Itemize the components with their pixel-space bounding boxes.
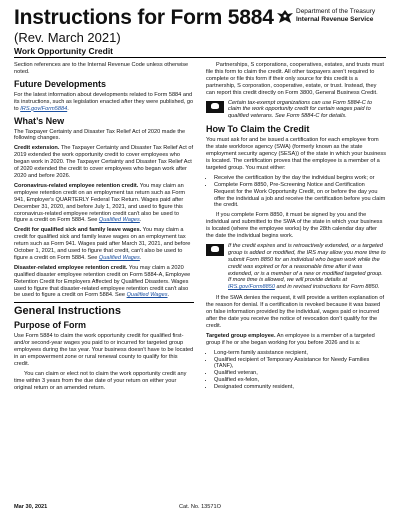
- partnerships-text: Partnerships, S corporations, cooperatives, estates, and trusts must file this form to claim the credit. All other taxpayers aren't required to complete or file this form if their only source for this credit is a partnership, S corporation, cooperative, estate, or trust. Instead, they can report this credit directly on Form 3800, General Business Credit.: [206, 62, 384, 96]
- caution-text-end: and in revised instructions for Form 8850.: [274, 284, 380, 291]
- intro-text: Section references are to the Internal Revenue Code unless otherwise noted.: [14, 62, 189, 75]
- treasury-eagle-logo: [276, 8, 294, 26]
- sick-leave-text-end: .: [139, 254, 142, 261]
- how-to-claim-list: [206, 175, 386, 210]
- coronavirus-text-end: .: [139, 217, 142, 224]
- purpose-text: Use Form 5884 to claim the work opportunity credit for qualified first- and/or second-year wages you paid to or incurred for targeted group employees during the tax year. Your business doesn't have to be located in an empowerment zone or rural renewal county to qualify for this credit.: [14, 333, 194, 367]
- caution-note-extension: [206, 243, 386, 291]
- purpose-heading: Purpose of Form: [14, 320, 87, 331]
- form8850-text: If you complete Form 8850, it must be signed by you and the individual and submitted to the SWA of the state in which your business is located (where the employee works) by the 28th calendar day after the date the individual begins work.: [206, 212, 383, 240]
- left-column: [14, 62, 194, 395]
- form5884-link[interactable]: IRS.gov/Form5884: [20, 105, 68, 112]
- targeted-group-text: An employee is a member of a targeted group if he or she began working for you before 2026 and is a:: [206, 332, 375, 346]
- future-text: For the latest information about developments related to Form 5884 and its instructions, such as legislation enacted after they were published, go to: [14, 91, 194, 112]
- footer-date: Mar 30, 2021: [14, 504, 48, 510]
- whats-new-heading: What’s New: [14, 115, 65, 126]
- form-subtitle: Work Opportunity Credit: [14, 46, 114, 56]
- future-text-end: .: [67, 105, 69, 112]
- list-item: • Qualified veteran,: [214, 370, 386, 377]
- future-developments-heading: Future Developments: [14, 78, 107, 89]
- elect-text: You can claim or elect not to claim the work opportunity credit any time within 3 years from the due date of your return on either your original return or an amended return.: [14, 370, 187, 391]
- disaster-text: You may claim a 2020 qualified disaster employee retention credit on Form 5884-A, Employee Retention Credit for Employers Affected by Qualified Disasters. Wages used to figure that disaster-related employee retention credit can't also be used to figure a credit on Form 5884. See: [14, 264, 191, 299]
- caution-icon: [206, 244, 224, 256]
- caution-text-part: If the credit expires and is retroactively extended, or a targeted group is added or modified, the IRS may allow you more time to submit Form 8850 for an individual who began work while the credit was expired or for a reasonable time after it was extended, or is a member of a new or modified targeted group. If more time is allowed, we will provide details at: [228, 242, 386, 284]
- page-title: Instructions for Form 5884: [14, 6, 274, 29]
- list-item: • Designated community resident,: [214, 384, 386, 391]
- form8850-link[interactable]: IRS.gov/Form8850: [228, 284, 275, 291]
- disaster-label: Disaster-related employee retention credit.: [14, 264, 128, 271]
- swa-denial-text: If the SWA denies the request, it will provide a written explanation of the reason for denial. If a certification is revoked because it was based on false information provided by the individual, wages paid or incurred after the date you receive the notice of revocation don't qualify for the credit.: [206, 295, 385, 329]
- footer-catalog-number: Cat. No. 13571O: [179, 504, 221, 510]
- coronavirus-paragraph: [14, 183, 194, 224]
- sick-leave-text: You may claim a credit for qualified sick and family leave wages on an employment tax return such as Form 941. Wages paid after March 31, 2021, and before October 1, 2021, and used to figure that credit, can't also be used to figure a credit on Form 5884. See: [14, 227, 191, 261]
- credit-extension-paragraph: [14, 145, 194, 180]
- agency-name: Internal Revenue Service: [296, 16, 374, 23]
- list-item: • Long-term family assistance recipient,: [214, 350, 386, 357]
- caution-text: Certain tax-exempt organizations can use Form 5884-C to claim the work opportunity credit for certain wages paid to qualified veterans. See Form 5884-C for details.: [228, 99, 372, 120]
- caution-icon: [206, 101, 224, 113]
- right-column: [206, 62, 386, 394]
- header-divider: [14, 57, 386, 58]
- qualified-wages-link[interactable]: Qualified Wages: [98, 217, 140, 224]
- qualified-wages-link[interactable]: Qualified Wages: [126, 292, 168, 299]
- caution-text: [228, 243, 386, 291]
- general-instructions-heading: General Instructions: [14, 302, 194, 318]
- how-to-claim-text: You must ask for and be issued a certification for each employee from the state workforce agency (SWA) (formerly known as the state employment security agency (SESA)) of the state in which your business is located. The certification proves that the employee is a member of a targeted group. You must either:: [206, 137, 387, 171]
- caution-note-5884c: [206, 100, 386, 121]
- targeted-group-list: [206, 350, 386, 391]
- list-item: • Qualified ex-felon,: [214, 377, 386, 384]
- list-item: • Qualified recipient of Temporary Assistance for Needy Families (TANF),: [214, 357, 386, 371]
- list-item: • Receive the certification by the day the individual begins work; or: [214, 175, 386, 182]
- agency-block: [296, 8, 386, 24]
- whats-new-text: The Taxpayer Certainty and Disaster Tax Relief Act of 2020 made the following changes.: [14, 128, 186, 142]
- revision-date: (Rev. March 2021): [14, 30, 121, 45]
- future-developments-text: [14, 92, 194, 113]
- sick-leave-paragraph: [14, 227, 194, 262]
- disaster-text-end: .: [167, 292, 170, 299]
- list-item: • Complete Form 8850, Pre-Screening Notice and Certification Request for the Work Opportunity Credit, on or before the day you offer the individual a job and receive the certification before you claim the credit.: [214, 182, 386, 210]
- coronavirus-label: Coronavirus-related employee retention credit.: [14, 182, 139, 189]
- targeted-group-paragraph: [206, 333, 386, 347]
- coronavirus-text: You may claim an employee retention credit on an employment tax return such as Form 941, Employer's QUARTERLY Federal Tax Return. Wages paid after December 31, 2020, and before July 1, 2021, and used to figure this coronavirus-related employee retention credit can't also be used to figure a credit on Form 5884. See: [14, 182, 186, 224]
- targeted-group-label: Targeted group employee.: [206, 332, 276, 339]
- sick-leave-label: Credit for qualified sick and family leave wages.: [14, 227, 142, 234]
- qualified-wages-link[interactable]: Qualified Wages: [98, 254, 140, 261]
- credit-extension-label: Credit extension.: [14, 145, 60, 152]
- credit-extension-text: The Taxpayer Certainty and Disaster Tax Relief Act of 2019 extended the work opportunity credit to cover employees who began work in 2020. The Taxpayer Certainty and Disaster Tax Relief Act of 2020 extended the credit to cover employees who began work after 2020 and before 2026.: [14, 145, 194, 179]
- disaster-paragraph: [14, 265, 194, 300]
- how-to-claim-heading: How To Claim the Credit: [206, 124, 310, 135]
- department-name: Department of the Treasury: [296, 8, 376, 15]
